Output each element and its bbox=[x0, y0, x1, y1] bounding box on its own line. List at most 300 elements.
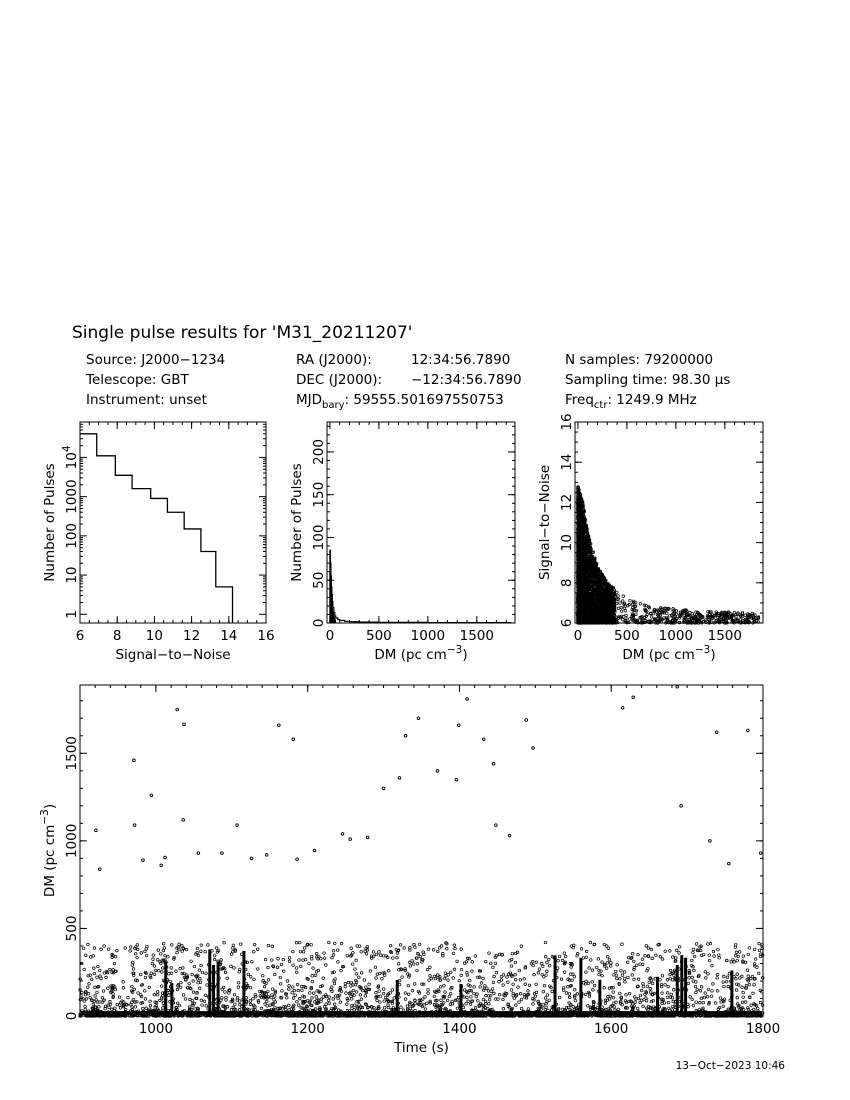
scatter-point bbox=[201, 971, 204, 974]
scatter-point bbox=[446, 948, 449, 951]
scatter-point bbox=[571, 979, 574, 982]
scatter-point bbox=[297, 1004, 300, 1007]
scatter-point bbox=[175, 970, 178, 973]
scatter-point bbox=[149, 1000, 152, 1003]
telescope-info: Telescope: GBT bbox=[86, 372, 189, 388]
y-axis-label bbox=[42, 463, 58, 581]
scatter-point bbox=[719, 997, 722, 1000]
x-axis-label-text: Time (s) bbox=[394, 1040, 449, 1056]
x-axis-label bbox=[622, 644, 715, 663]
scatter-point bbox=[339, 1001, 342, 1004]
scatter-point bbox=[169, 980, 172, 983]
scatter-point bbox=[176, 988, 179, 991]
y-tick-label: 1000 bbox=[64, 823, 80, 859]
scatter-point bbox=[204, 950, 207, 953]
scatter-point bbox=[184, 998, 187, 1001]
x-tick-label: 500 bbox=[614, 628, 640, 644]
plot-frame bbox=[80, 422, 266, 623]
scatter-point bbox=[142, 1007, 145, 1010]
scatter-point bbox=[606, 955, 609, 958]
scatter-point bbox=[443, 984, 446, 987]
scatter-point bbox=[87, 943, 90, 946]
scatter-point bbox=[451, 1000, 454, 1003]
scatter-point bbox=[238, 1000, 241, 1003]
scatter-point bbox=[617, 595, 620, 598]
source-info: Source: J2000−1234 bbox=[86, 352, 226, 368]
y-axis-label-text: Signal−to−Noise bbox=[537, 464, 553, 581]
scatter-point bbox=[404, 998, 407, 1001]
scatter-point bbox=[735, 951, 738, 954]
scatter-point bbox=[311, 980, 314, 983]
scatter-point bbox=[92, 967, 95, 970]
scatter-point bbox=[359, 994, 362, 997]
scatter-point bbox=[574, 999, 577, 1002]
scatter-point bbox=[624, 609, 627, 612]
scatter-point bbox=[170, 944, 173, 947]
mjd-info bbox=[296, 392, 504, 411]
scatter-point bbox=[360, 998, 363, 1001]
scatter-point bbox=[288, 984, 291, 987]
scatter-point bbox=[249, 1000, 252, 1003]
scatter-point bbox=[346, 954, 349, 957]
scatter-point bbox=[507, 981, 510, 984]
scatter-point bbox=[742, 955, 745, 958]
scatter-point bbox=[474, 955, 477, 958]
scatter-point bbox=[205, 972, 208, 975]
scatter-point bbox=[197, 954, 200, 957]
dm-histogram-panel bbox=[289, 422, 515, 663]
scatter-point bbox=[322, 977, 325, 980]
x-tick-label: 1800 bbox=[745, 1021, 781, 1037]
y-tick-label bbox=[64, 523, 80, 549]
scatter-point bbox=[116, 1003, 119, 1006]
scatter-point bbox=[164, 954, 167, 957]
scatter-point bbox=[738, 951, 741, 954]
scatter-point bbox=[118, 996, 121, 999]
y-tick-label bbox=[64, 566, 80, 583]
scatter-point bbox=[716, 977, 719, 980]
y-tick-label: 14 bbox=[559, 453, 575, 471]
dec-value: −12:34:56.7890 bbox=[411, 372, 522, 388]
y-tick-label: 16 bbox=[559, 413, 575, 431]
y-tick-label-exp: 4 bbox=[61, 445, 73, 453]
scatter-point bbox=[558, 996, 561, 999]
x-tick-label: 1200 bbox=[290, 1021, 325, 1037]
scatter-point bbox=[314, 974, 317, 977]
ra-label: RA (J2000): bbox=[296, 352, 372, 368]
scatter-point bbox=[159, 953, 162, 956]
scatter-point bbox=[753, 984, 756, 987]
scatter-point bbox=[689, 996, 692, 999]
scatter-point bbox=[223, 941, 226, 944]
scatter-point bbox=[237, 981, 240, 984]
freq-info bbox=[565, 392, 697, 411]
scatter-point bbox=[704, 970, 707, 973]
scatter-point bbox=[695, 611, 698, 614]
scatter-point bbox=[635, 964, 638, 967]
scatter-point bbox=[693, 969, 696, 972]
y-tick-label: 50 bbox=[311, 571, 327, 589]
scatter-point bbox=[160, 985, 163, 988]
scatter-point bbox=[86, 986, 89, 989]
scatter-point bbox=[119, 1007, 122, 1010]
scatter-point bbox=[378, 990, 381, 993]
x-tick-label: 1400 bbox=[442, 1021, 477, 1037]
page-title: Single pulse results for 'M31_20211207' bbox=[72, 323, 413, 343]
scatter-point bbox=[454, 947, 457, 950]
scatter-point bbox=[639, 603, 642, 606]
x-tick-label: 1000 bbox=[410, 628, 446, 644]
x-tick-label: 500 bbox=[366, 628, 392, 644]
scatter-point bbox=[407, 993, 410, 996]
scatter-point bbox=[627, 976, 630, 979]
scatter-point bbox=[263, 985, 266, 988]
x-axis-label bbox=[393, 1040, 449, 1056]
scatter-point bbox=[614, 970, 617, 973]
scatter-point bbox=[556, 967, 559, 970]
y-tick-label bbox=[64, 479, 80, 513]
scatter-point bbox=[488, 998, 491, 1001]
scatter-point bbox=[350, 947, 353, 950]
scatter-point bbox=[744, 1001, 747, 1004]
scatter-point bbox=[466, 996, 469, 999]
scatter-point bbox=[151, 962, 154, 965]
plot-frame bbox=[327, 422, 515, 623]
scatter-point bbox=[277, 957, 280, 960]
x-axis-label-text: Signal−to−Noise bbox=[115, 647, 231, 663]
scatter-point bbox=[691, 959, 694, 962]
scatter-point bbox=[488, 1003, 491, 1006]
scatter-point bbox=[546, 961, 549, 964]
scatter-point bbox=[619, 992, 622, 995]
scatter-point bbox=[82, 947, 85, 950]
scatter-point bbox=[322, 996, 325, 999]
scatter-point bbox=[131, 985, 134, 988]
scatter-point bbox=[288, 957, 291, 960]
scatter-point bbox=[192, 991, 195, 994]
scatter-point bbox=[649, 987, 652, 990]
scatter-point bbox=[232, 947, 235, 950]
scatter-point bbox=[665, 612, 668, 615]
x-tick-label: 0 bbox=[325, 628, 335, 644]
scatter-point bbox=[148, 986, 151, 989]
scatter-point bbox=[469, 1003, 472, 1006]
y-axis-label-text: Number of Pulses bbox=[42, 463, 58, 582]
scatter-point bbox=[528, 984, 531, 987]
dec-label: DEC (J2000): bbox=[296, 372, 383, 388]
scatter-point bbox=[620, 969, 623, 972]
y-axis-label-text: Number of Pulses bbox=[289, 463, 305, 582]
scatter-point bbox=[542, 990, 545, 993]
scatter-point bbox=[519, 979, 522, 982]
sampling-info: Sampling time: 98.30 μs bbox=[565, 372, 731, 388]
scatter-point bbox=[293, 989, 296, 992]
scatter-points bbox=[79, 685, 764, 1017]
scatter-point bbox=[620, 610, 623, 613]
scatter-point bbox=[127, 996, 130, 999]
scatter-point bbox=[252, 950, 255, 953]
instrument-info: Instrument: unset bbox=[86, 392, 207, 408]
y-tick-label bbox=[64, 610, 80, 619]
x-axis-label-sup: −3 bbox=[446, 644, 463, 656]
scatter-point bbox=[622, 595, 625, 598]
scatter-point bbox=[564, 955, 567, 958]
x-axis-label-sup: −3 bbox=[694, 644, 711, 656]
scatter-point bbox=[419, 955, 422, 958]
scatter-point bbox=[84, 1005, 87, 1008]
scatter-point bbox=[695, 1001, 698, 1004]
scatter-point bbox=[198, 969, 201, 972]
y-tick-label-base: 10 bbox=[64, 566, 80, 584]
scatter-point bbox=[312, 992, 315, 995]
scatter-point bbox=[257, 968, 260, 971]
x-tick-label: 1000 bbox=[138, 1021, 174, 1037]
freq-value: : 1249.9 MHz bbox=[607, 392, 697, 408]
x-tick-label: 6 bbox=[75, 628, 85, 644]
scatter-point bbox=[471, 970, 474, 973]
scatter-point bbox=[273, 995, 276, 998]
scatter-point bbox=[85, 998, 88, 1001]
y-axis-label bbox=[39, 804, 58, 897]
scatter-point bbox=[671, 1005, 674, 1008]
y-axis-label-end: ) bbox=[42, 803, 58, 810]
scatter-point bbox=[374, 966, 377, 969]
scatter-point bbox=[540, 962, 543, 965]
x-tick-label: 12 bbox=[183, 628, 201, 644]
scatter-point bbox=[251, 960, 254, 963]
x-axis-label-text: DM (pc cm bbox=[622, 647, 695, 663]
scatter-point bbox=[659, 955, 662, 958]
x-tick-label: 8 bbox=[112, 628, 122, 644]
scatter-point bbox=[347, 981, 350, 984]
scatter-point bbox=[563, 971, 566, 974]
y-tick-label-base: 100 bbox=[64, 522, 80, 549]
scatter-point bbox=[350, 981, 353, 984]
x-tick-label: 1500 bbox=[459, 628, 494, 644]
x-tick-label: 1000 bbox=[658, 628, 694, 644]
scatter-point bbox=[493, 992, 496, 995]
scatter-point bbox=[492, 966, 495, 969]
scatter-point bbox=[672, 956, 675, 959]
scatter-point bbox=[746, 1007, 749, 1010]
y-axis-label-sup: −3 bbox=[39, 809, 51, 825]
scatter-point bbox=[484, 960, 487, 963]
scatter-point bbox=[692, 948, 695, 951]
scatter-point bbox=[182, 994, 185, 997]
scatter-point bbox=[365, 953, 368, 956]
scatter-point bbox=[383, 1000, 386, 1003]
scatter-point bbox=[533, 973, 536, 976]
scatter-point bbox=[617, 607, 620, 610]
y-tick-label-base: 1000 bbox=[64, 479, 80, 514]
y-tick-label: 100 bbox=[311, 524, 327, 551]
scatter-point bbox=[298, 997, 301, 1000]
scatter-point bbox=[534, 995, 537, 998]
scatter-point bbox=[436, 950, 439, 953]
scatter-point bbox=[311, 997, 314, 1000]
scatter-point bbox=[224, 971, 227, 974]
scatter-point bbox=[650, 616, 653, 619]
scatter-point bbox=[621, 943, 624, 946]
scatter-point bbox=[191, 973, 194, 976]
y-tick-label: 12 bbox=[559, 493, 575, 511]
scatter-point bbox=[629, 599, 632, 602]
scatter-point bbox=[427, 948, 430, 951]
scatter-point bbox=[333, 942, 336, 945]
y-tick-label bbox=[61, 445, 80, 469]
scatter-point bbox=[694, 985, 697, 988]
scatter-point bbox=[678, 952, 681, 955]
scatter-point bbox=[495, 971, 498, 974]
nsamples-info: N samples: 79200000 bbox=[565, 352, 714, 368]
snr-histogram-steps bbox=[80, 434, 233, 623]
y-tick-label: 6 bbox=[559, 618, 575, 628]
snr-vs-dm-panel bbox=[537, 413, 763, 663]
y-tick-label: 8 bbox=[559, 578, 575, 588]
y-tick-label: 0 bbox=[64, 1011, 80, 1021]
ra-value: 12:34:56.7890 bbox=[411, 352, 511, 368]
y-tick-label: 500 bbox=[64, 915, 80, 942]
scatter-point bbox=[427, 992, 430, 995]
scatter-point bbox=[249, 1003, 252, 1006]
x-axis-label-text: DM (pc cm bbox=[374, 647, 447, 663]
scatter-point bbox=[391, 989, 394, 992]
scatter-point bbox=[727, 985, 730, 988]
scatter-point bbox=[256, 948, 259, 951]
x-tick-label: 0 bbox=[573, 628, 583, 644]
scatter-point bbox=[520, 998, 523, 1001]
scatter-point bbox=[303, 947, 306, 950]
y-tick-label-base: 1 bbox=[64, 610, 80, 619]
scatter-point bbox=[645, 945, 648, 948]
scatter-point bbox=[537, 971, 540, 974]
scatter-point bbox=[746, 969, 749, 972]
scatter-point bbox=[725, 980, 728, 983]
scatter-point bbox=[92, 1003, 95, 1006]
y-tick-label: 10 bbox=[559, 534, 575, 552]
scatter-point bbox=[568, 996, 571, 999]
scatter-point bbox=[535, 983, 538, 986]
scatter-point bbox=[691, 998, 694, 1001]
scatter-point bbox=[350, 998, 353, 1001]
dm-histogram-steps bbox=[330, 550, 511, 623]
scatter-point bbox=[358, 976, 361, 979]
scatter-point bbox=[621, 974, 624, 977]
scatter-point bbox=[291, 986, 294, 989]
scatter-point bbox=[518, 969, 521, 972]
scatter-point bbox=[479, 986, 482, 989]
x-tick-label: 10 bbox=[145, 628, 163, 644]
scatter-point bbox=[429, 974, 432, 977]
x-axis-label bbox=[374, 644, 467, 663]
scatter-point bbox=[695, 991, 698, 994]
scatter-point bbox=[369, 970, 372, 973]
x-tick-label: 1600 bbox=[594, 1021, 629, 1037]
scatter-point bbox=[281, 990, 284, 993]
scatter-point bbox=[170, 967, 173, 970]
scatter-point bbox=[308, 962, 311, 965]
x-tick-label: 1500 bbox=[707, 628, 742, 644]
scatter-point bbox=[758, 949, 761, 952]
y-tick-label-base: 10 bbox=[64, 452, 80, 470]
scatter-point bbox=[631, 974, 634, 977]
scatter-point bbox=[92, 955, 95, 958]
scatter-point bbox=[261, 974, 264, 977]
scatter-point bbox=[150, 972, 153, 975]
scatter-point bbox=[137, 992, 140, 995]
scatter-point bbox=[407, 984, 410, 987]
scatter-point bbox=[628, 618, 631, 621]
scatter-point bbox=[727, 1008, 730, 1011]
scatter-point bbox=[674, 957, 677, 960]
scatter-point bbox=[393, 997, 396, 1000]
scatter-point bbox=[409, 1007, 412, 1010]
snr-histogram-panel bbox=[42, 422, 275, 663]
scatter-point bbox=[325, 1003, 328, 1006]
scatter-point bbox=[666, 996, 669, 999]
y-tick-label: 1500 bbox=[64, 736, 80, 771]
mjd-value: : 59555.501697550753 bbox=[344, 392, 504, 408]
scatter-point bbox=[670, 993, 673, 996]
dm-vs-time-panel bbox=[39, 685, 780, 1056]
scatter-point bbox=[279, 983, 282, 986]
scatter-point bbox=[711, 990, 714, 993]
scatter-point bbox=[502, 984, 505, 987]
freq-label: Freq bbox=[565, 392, 594, 408]
scatter-point bbox=[535, 991, 538, 994]
mjd-subscript: bary bbox=[322, 400, 345, 411]
scatter-point bbox=[587, 982, 590, 985]
scatter-point bbox=[433, 995, 436, 998]
scatter-points bbox=[577, 486, 760, 625]
scatter-point bbox=[200, 950, 203, 953]
x-tick-label: 16 bbox=[257, 628, 275, 644]
scatter-point bbox=[144, 950, 147, 953]
scatter-point bbox=[292, 964, 295, 967]
scatter-point bbox=[107, 987, 110, 990]
freq-subscript: ctr bbox=[593, 400, 608, 411]
y-tick-label: 0 bbox=[311, 618, 327, 628]
scatter-point bbox=[621, 618, 624, 621]
scatter-point bbox=[180, 981, 183, 984]
scatter-point bbox=[327, 999, 330, 1002]
scatter-point bbox=[722, 1005, 725, 1008]
scatter-point bbox=[96, 976, 99, 979]
scatter-point bbox=[546, 970, 549, 973]
scatter-point bbox=[143, 990, 146, 993]
scatter-point bbox=[606, 962, 609, 965]
x-axis-label-end: ) bbox=[710, 647, 716, 663]
scatter-point bbox=[298, 959, 301, 962]
scatter-point bbox=[645, 604, 648, 607]
y-axis-label bbox=[537, 465, 553, 580]
scatter-point bbox=[355, 973, 358, 976]
scatter-point bbox=[585, 956, 588, 959]
mjd-label: MJD bbox=[296, 392, 323, 408]
scatter-point bbox=[612, 996, 615, 999]
scatter-point bbox=[465, 1003, 468, 1006]
scatter-point bbox=[619, 602, 622, 605]
scatter-point bbox=[448, 995, 451, 998]
scatter-point bbox=[443, 977, 446, 980]
y-tick-label: 150 bbox=[311, 481, 327, 508]
scatter-point bbox=[620, 606, 623, 609]
y-axis-label-text: DM (pc cm bbox=[42, 824, 58, 898]
scatter-point bbox=[89, 996, 92, 999]
y-tick-label: 200 bbox=[311, 439, 327, 465]
x-tick-label: 14 bbox=[220, 628, 238, 644]
x-axis-label-end: ) bbox=[462, 647, 468, 663]
